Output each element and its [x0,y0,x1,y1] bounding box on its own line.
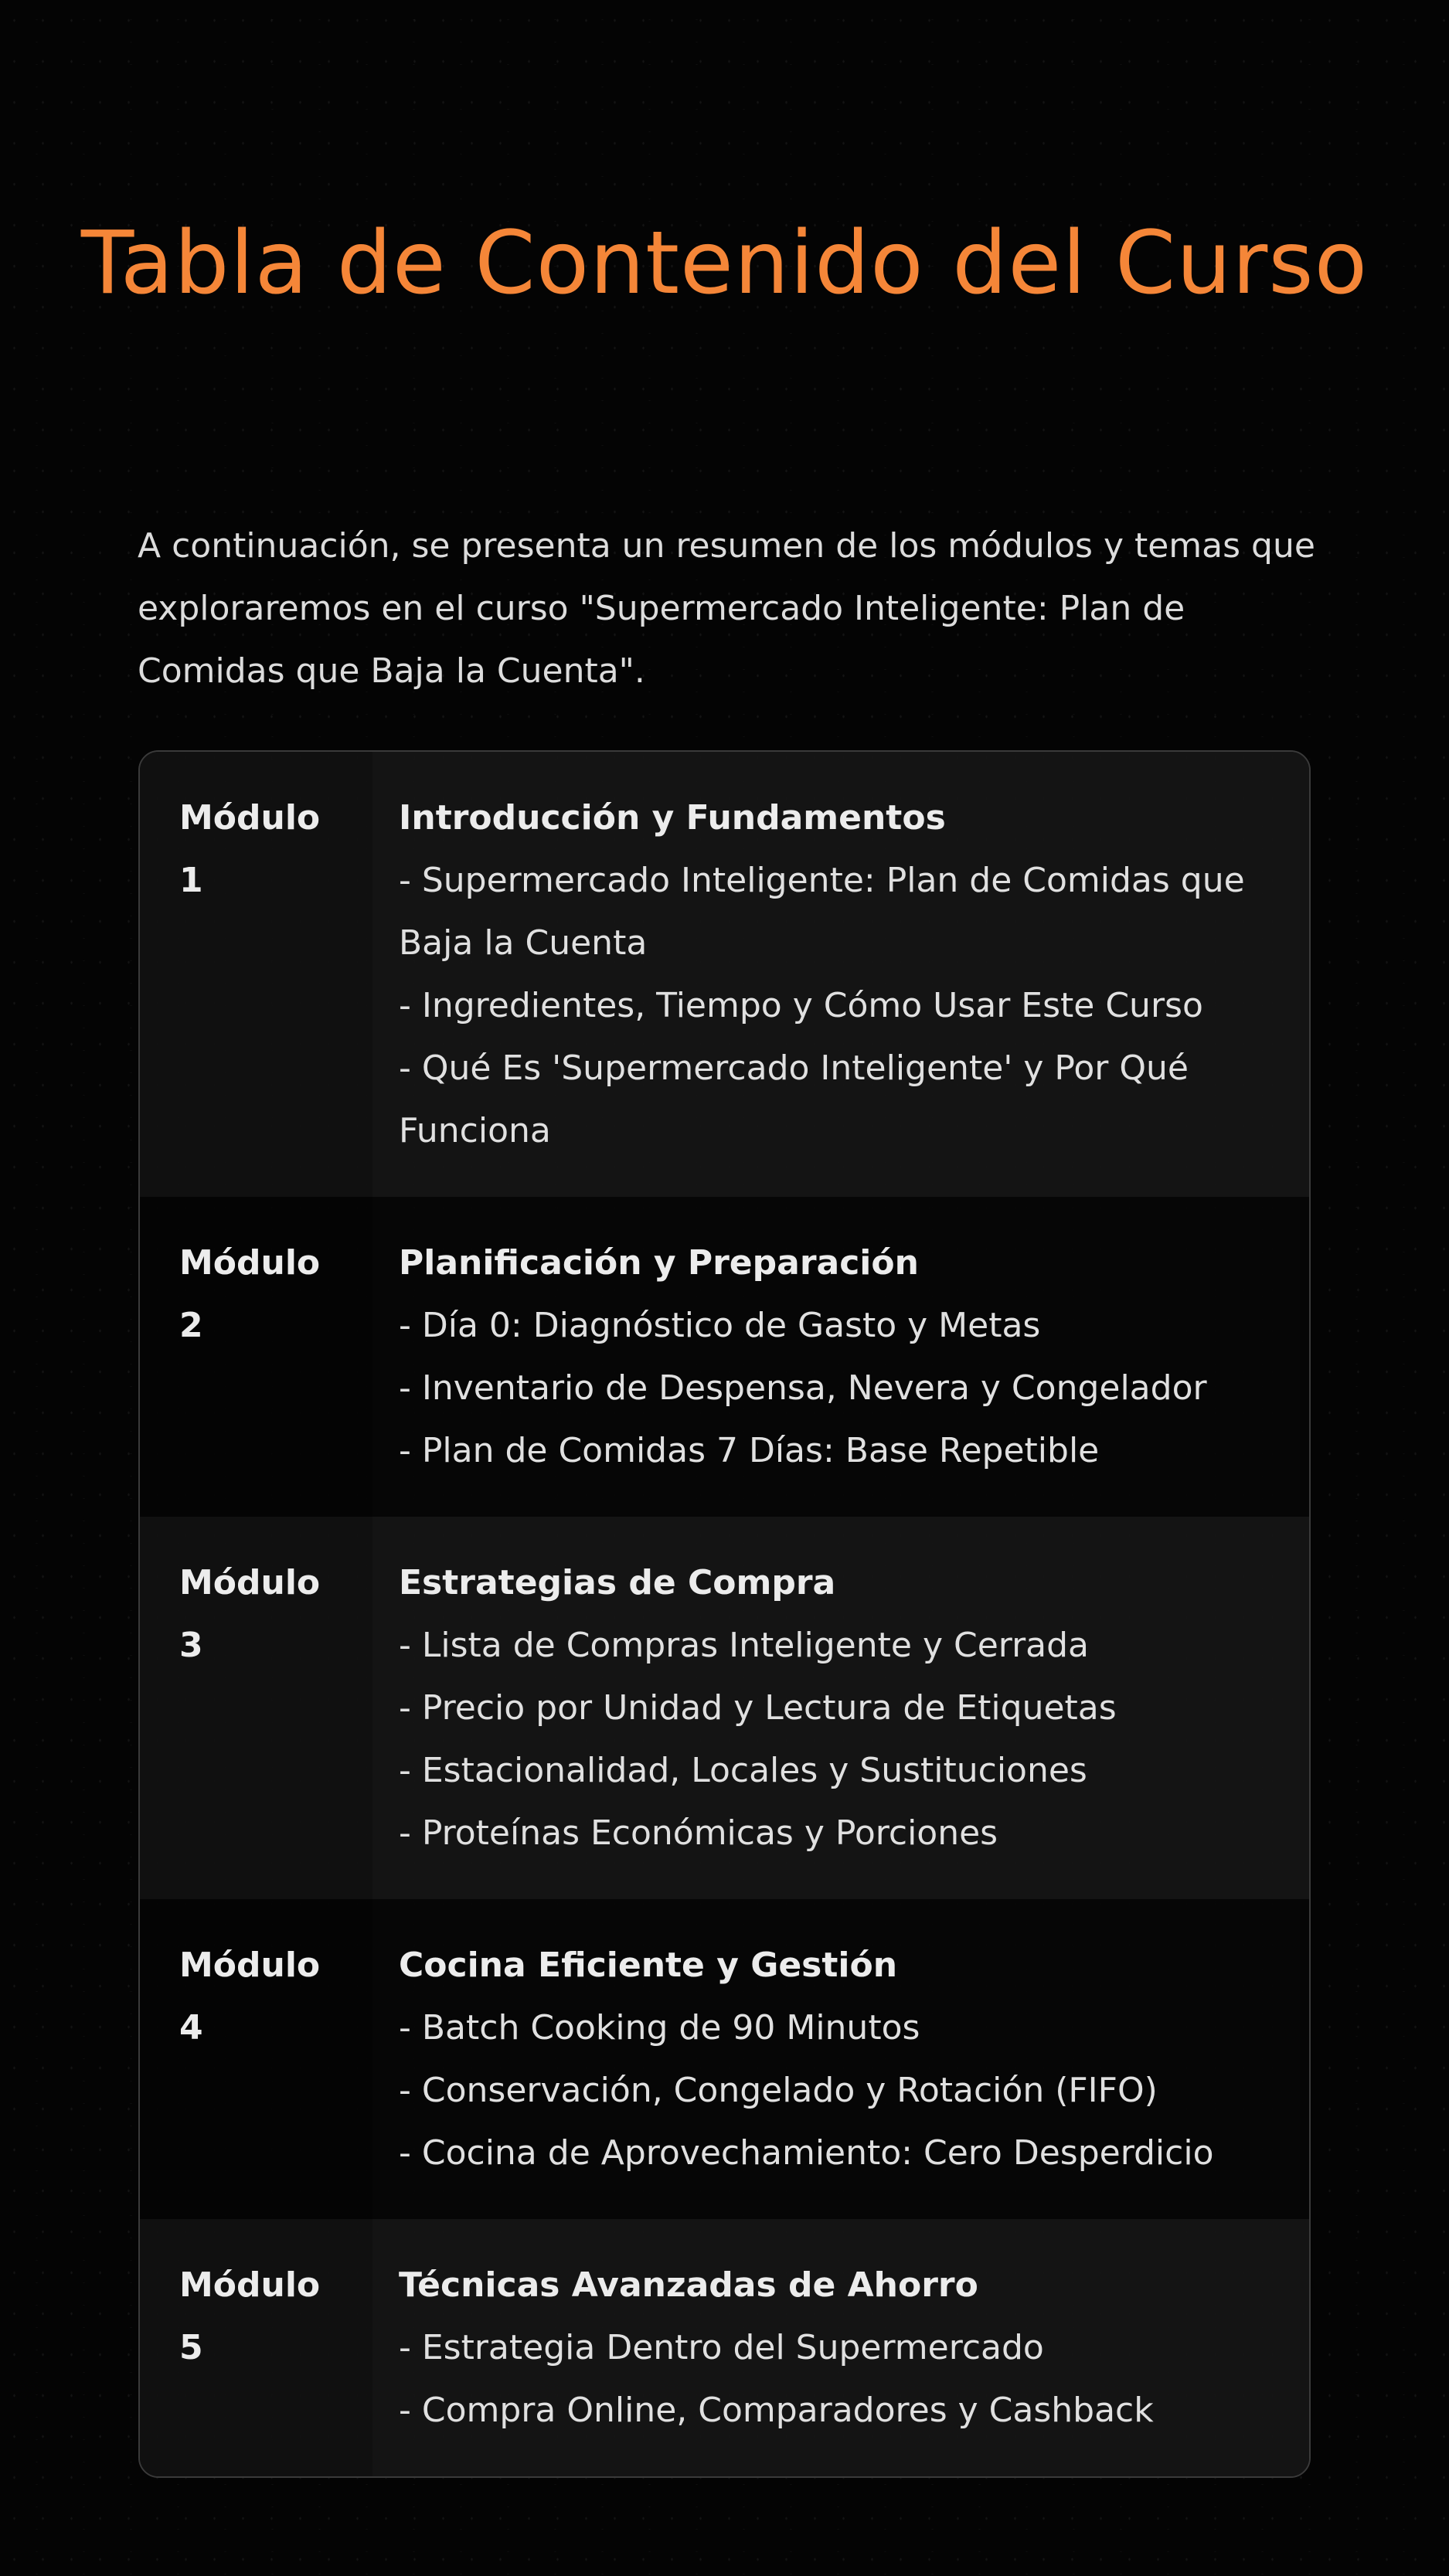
module-label-cell [140,1899,372,2219]
topic-item: - Compra Online, Comparadores y Cashback [399,2391,1154,2430]
module-label-cell [140,752,372,1197]
module-content-cell [372,1517,1309,1899]
module-row-1 [140,752,1309,1197]
module-title: Planificación y Preparación [399,1243,919,1283]
module-row-2 [140,1197,1309,1517]
module-content-cell [372,1899,1309,2219]
module-title: Técnicas Avanzadas de Ahorro [399,2265,978,2305]
topic-item: - Conservación, Congelado y Rotación (FIFO) [399,2071,1158,2110]
topic-item: - Batch Cooking de 90 Minutos [399,2008,920,2048]
page-title: Tabla de Contenido del Curso [80,213,1369,314]
module-label: Módulo 5 [179,2265,321,2367]
topic-item: - Qué Es 'Supermercado Inteligente' y Por Qué Funciona [399,1048,1189,1150]
intro-paragraph: A continuación, se presenta un resumen de los módulos y temas que exploraremos en el curso "Supermercado Inteligente: Plan de Comidas que Baja la Cuenta". [138,526,1315,691]
topic-item: - Día 0: Diagnóstico de Gasto y Metas [399,1306,1041,1345]
module-title: Estrategias de Compra [399,1563,836,1602]
topic-item: - Lista de Compras Inteligente y Cerrada [399,1626,1090,1665]
module-label: Módulo 3 [179,1563,321,1665]
module-label-cell [140,2219,372,2476]
module-title: Introducción y Fundamentos [399,798,946,838]
module-label-cell [140,1517,372,1899]
topic-item: - Estacionalidad, Locales y Sustituciones [399,1751,1087,1790]
topic-item: - Estrategia Dentro del Supermercado [399,2328,1044,2367]
course-contents-table [138,750,1311,2478]
topic-item: - Inventario de Despensa, Nevera y Congelador [399,1368,1207,1408]
module-title: Cocina Eficiente y Gestión [399,1946,898,1985]
module-label: Módulo 4 [179,1946,321,2048]
module-label-cell [140,1197,372,1517]
topic-item: - Proteínas Económicas y Porciones [399,1813,998,1853]
module-label: Módulo 1 [179,798,321,900]
module-row-4 [140,1899,1309,2219]
module-content-cell [372,752,1309,1197]
module-row-3 [140,1517,1309,1899]
topic-item: - Supermercado Inteligente: Plan de Comidas que Baja la Cuenta [399,861,1245,963]
module-row-5 [140,2219,1309,2476]
topic-item: - Cocina de Aprovechamiento: Cero Desperdicio [399,2133,1214,2173]
topic-item: - Precio por Unidad y Lectura de Etiquetas [399,1688,1117,1728]
module-content-cell [372,1197,1309,1517]
module-label: Módulo 2 [179,1243,321,1345]
module-content-cell [372,2219,1309,2476]
topic-item: - Plan de Comidas 7 Días: Base Repetible [399,1431,1100,1470]
topic-item: - Ingredientes, Tiempo y Cómo Usar Este Curso [399,986,1203,1025]
